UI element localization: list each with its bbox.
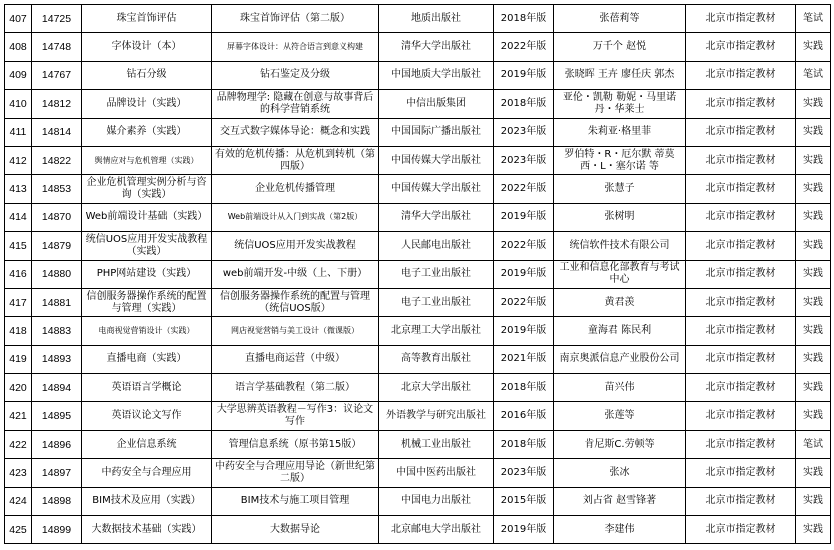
cell-category: 北京市指定教材 <box>686 288 796 316</box>
cell-textbook: Web前端设计从入门到实战（第2版） <box>212 203 379 231</box>
cell-course: 珠宝首饰评估 <box>82 5 212 33</box>
cell-textbook: 管理信息系统（原书第15版） <box>212 430 379 458</box>
textbook-table <box>4 4 831 544</box>
cell-textbook: 交互式数字媒体导论：概念和实践 <box>212 118 379 146</box>
cell-textbook: 屏幕字体设计：从符合语言到意义构建 <box>212 33 379 61</box>
cell-publisher: 外语教学与研究出版社 <box>379 402 494 430</box>
cell-course: 字体设计（本） <box>82 33 212 61</box>
cell-seq: 416 <box>5 260 32 288</box>
table-row <box>5 487 831 515</box>
cell-code: 14870 <box>32 203 82 231</box>
cell-code: 14822 <box>32 146 82 174</box>
cell-category: 北京市指定教材 <box>686 118 796 146</box>
cell-author: 统信软件技术有限公司 <box>554 232 686 260</box>
cell-edition: 2018年版 <box>494 90 554 118</box>
cell-category: 北京市指定教材 <box>686 260 796 288</box>
table-row <box>5 430 831 458</box>
cell-edition: 2016年版 <box>494 402 554 430</box>
cell-author: 张慧子 <box>554 175 686 203</box>
cell-publisher: 机械工业出版社 <box>379 430 494 458</box>
table-row <box>5 33 831 61</box>
cell-exam: 实践 <box>796 146 831 174</box>
table-row <box>5 345 831 373</box>
cell-seq: 409 <box>5 61 32 89</box>
cell-textbook: 钻石鉴定及分级 <box>212 61 379 89</box>
cell-course: 舆情应对与危机管理（实践） <box>82 146 212 174</box>
cell-textbook: 统信UOS应用开发实战教程 <box>212 232 379 260</box>
cell-author: 亚伦・凯勒 勒妮・马里诺丹・华莱士 <box>554 90 686 118</box>
cell-course: 媒介素养（实践） <box>82 118 212 146</box>
cell-textbook: 语言学基础教程（第二版） <box>212 374 379 402</box>
cell-code: 14814 <box>32 118 82 146</box>
table-row <box>5 203 831 231</box>
cell-textbook: 直播电商运营（中级） <box>212 345 379 373</box>
cell-exam: 实践 <box>796 232 831 260</box>
table-row <box>5 232 831 260</box>
cell-textbook: 大数据导论 <box>212 516 379 544</box>
table-body <box>5 5 831 544</box>
table-row <box>5 5 831 33</box>
cell-code: 14880 <box>32 260 82 288</box>
cell-code: 14899 <box>32 516 82 544</box>
cell-textbook: 中药安全与合理应用导论（新世纪第二版） <box>212 459 379 487</box>
cell-exam: 实践 <box>796 487 831 515</box>
cell-author: 李建伟 <box>554 516 686 544</box>
cell-edition: 2018年版 <box>494 430 554 458</box>
cell-course: Web前端设计基础（实践） <box>82 203 212 231</box>
cell-publisher: 中国电力出版社 <box>379 487 494 515</box>
cell-edition: 2019年版 <box>494 260 554 288</box>
cell-publisher: 清华大学出版社 <box>379 33 494 61</box>
cell-exam: 实践 <box>796 516 831 544</box>
cell-code: 14748 <box>32 33 82 61</box>
cell-seq: 420 <box>5 374 32 402</box>
cell-edition: 2023年版 <box>494 459 554 487</box>
cell-publisher: 清华大学出版社 <box>379 203 494 231</box>
cell-code: 14812 <box>32 90 82 118</box>
cell-publisher: 电子工业出版社 <box>379 260 494 288</box>
cell-course: 钻石分级 <box>82 61 212 89</box>
cell-textbook: 企业危机传播管理 <box>212 175 379 203</box>
cell-textbook: 网店视觉营销与美工设计（微课版） <box>212 317 379 345</box>
cell-textbook: 信创服务器操作系统的配置与管理（统信UOS版） <box>212 288 379 316</box>
cell-textbook: 品牌物理学: 隐藏在创意与故事背后的科学营销系统 <box>212 90 379 118</box>
cell-edition: 2022年版 <box>494 175 554 203</box>
cell-author: 工业和信息化部教育与考试中心 <box>554 260 686 288</box>
cell-code: 14897 <box>32 459 82 487</box>
cell-seq: 421 <box>5 402 32 430</box>
cell-author: 南京奥派信息产业股份公司 <box>554 345 686 373</box>
cell-author: 张冰 <box>554 459 686 487</box>
cell-edition: 2023年版 <box>494 146 554 174</box>
cell-seq: 424 <box>5 487 32 515</box>
cell-category: 北京市指定教材 <box>686 516 796 544</box>
cell-seq: 418 <box>5 317 32 345</box>
cell-seq: 417 <box>5 288 32 316</box>
cell-code: 14893 <box>32 345 82 373</box>
cell-edition: 2019年版 <box>494 516 554 544</box>
cell-exam: 实践 <box>796 402 831 430</box>
cell-code: 14896 <box>32 430 82 458</box>
cell-category: 北京市指定教材 <box>686 402 796 430</box>
cell-course: 英语议论文写作 <box>82 402 212 430</box>
cell-author: 肯尼斯C.劳顿等 <box>554 430 686 458</box>
cell-category: 北京市指定教材 <box>686 430 796 458</box>
cell-seq: 407 <box>5 5 32 33</box>
cell-author: 张莲等 <box>554 402 686 430</box>
cell-author: 张蓓莉等 <box>554 5 686 33</box>
table-row <box>5 516 831 544</box>
cell-edition: 2022年版 <box>494 232 554 260</box>
cell-publisher: 中国中医药出版社 <box>379 459 494 487</box>
cell-course: 信创服务器操作系统的配置与管理（实践） <box>82 288 212 316</box>
cell-exam: 实践 <box>796 288 831 316</box>
cell-author: 张树明 <box>554 203 686 231</box>
cell-category: 北京市指定教材 <box>686 487 796 515</box>
cell-publisher: 北京邮电大学出版社 <box>379 516 494 544</box>
cell-author: 张晓晖 王卉 廖任庆 郭杰 <box>554 61 686 89</box>
cell-category: 北京市指定教材 <box>686 459 796 487</box>
cell-category: 北京市指定教材 <box>686 345 796 373</box>
cell-exam: 笔试 <box>796 430 831 458</box>
cell-publisher: 北京理工大学出版社 <box>379 317 494 345</box>
cell-textbook: 有效的危机传播：从危机到转机（第四版） <box>212 146 379 174</box>
cell-course: 中药安全与合理应用 <box>82 459 212 487</box>
cell-seq: 414 <box>5 203 32 231</box>
table-row <box>5 90 831 118</box>
cell-exam: 实践 <box>796 374 831 402</box>
cell-course: 电商视觉营销设计（实践） <box>82 317 212 345</box>
cell-textbook: web前端开发-中级（上、下册） <box>212 260 379 288</box>
cell-course: 英语语言学概论 <box>82 374 212 402</box>
cell-code: 14898 <box>32 487 82 515</box>
cell-code: 14881 <box>32 288 82 316</box>
cell-course: 大数据技术基础（实践） <box>82 516 212 544</box>
cell-author: 苗兴伟 <box>554 374 686 402</box>
table-row <box>5 459 831 487</box>
cell-edition: 2023年版 <box>494 118 554 146</box>
cell-edition: 2022年版 <box>494 33 554 61</box>
cell-code: 14879 <box>32 232 82 260</box>
table-row <box>5 402 831 430</box>
cell-category: 北京市指定教材 <box>686 203 796 231</box>
cell-seq: 415 <box>5 232 32 260</box>
cell-category: 北京市指定教材 <box>686 90 796 118</box>
cell-exam: 实践 <box>796 345 831 373</box>
cell-course: 企业信息系统 <box>82 430 212 458</box>
table-row <box>5 61 831 89</box>
cell-publisher: 中国传媒大学出版社 <box>379 175 494 203</box>
cell-author: 童海君 陈民利 <box>554 317 686 345</box>
cell-seq: 425 <box>5 516 32 544</box>
table-row <box>5 374 831 402</box>
cell-category: 北京市指定教材 <box>686 61 796 89</box>
cell-publisher: 地质出版社 <box>379 5 494 33</box>
cell-exam: 实践 <box>796 203 831 231</box>
cell-publisher: 中国国际广播出版社 <box>379 118 494 146</box>
cell-edition: 2015年版 <box>494 487 554 515</box>
cell-exam: 实践 <box>796 175 831 203</box>
cell-edition: 2019年版 <box>494 61 554 89</box>
cell-exam: 实践 <box>796 260 831 288</box>
table-row <box>5 146 831 174</box>
cell-category: 北京市指定教材 <box>686 5 796 33</box>
cell-author: 黄君羡 <box>554 288 686 316</box>
cell-course: 统信UOS应用开发实战教程（实践） <box>82 232 212 260</box>
table-row <box>5 288 831 316</box>
table-row <box>5 317 831 345</box>
cell-edition: 2022年版 <box>494 288 554 316</box>
cell-category: 北京市指定教材 <box>686 232 796 260</box>
cell-textbook: 大学思辨英语教程－写作3：议论文写作 <box>212 402 379 430</box>
cell-publisher: 中国地质大学出版社 <box>379 61 494 89</box>
cell-edition: 2019年版 <box>494 317 554 345</box>
cell-code: 14853 <box>32 175 82 203</box>
cell-seq: 422 <box>5 430 32 458</box>
cell-publisher: 高等教育出版社 <box>379 345 494 373</box>
cell-course: BIM技术及应用（实践） <box>82 487 212 515</box>
cell-category: 北京市指定教材 <box>686 146 796 174</box>
cell-author: 朱莉亚·格里菲 <box>554 118 686 146</box>
cell-exam: 实践 <box>796 90 831 118</box>
cell-code: 14895 <box>32 402 82 430</box>
cell-category: 北京市指定教材 <box>686 317 796 345</box>
cell-category: 北京市指定教材 <box>686 175 796 203</box>
cell-seq: 411 <box>5 118 32 146</box>
cell-category: 北京市指定教材 <box>686 374 796 402</box>
cell-author: 罗伯特・R・厄尔默 蒂莫西・L・塞尔诺 等 <box>554 146 686 174</box>
cell-seq: 412 <box>5 146 32 174</box>
cell-code: 14883 <box>32 317 82 345</box>
table-row <box>5 260 831 288</box>
cell-exam: 笔试 <box>796 61 831 89</box>
cell-course: PHP网站建设（实践） <box>82 260 212 288</box>
cell-publisher: 中国传媒大学出版社 <box>379 146 494 174</box>
cell-publisher: 人民邮电出版社 <box>379 232 494 260</box>
cell-publisher: 电子工业出版社 <box>379 288 494 316</box>
cell-exam: 实践 <box>796 459 831 487</box>
cell-code: 14894 <box>32 374 82 402</box>
cell-publisher: 北京大学出版社 <box>379 374 494 402</box>
cell-edition: 2018年版 <box>494 5 554 33</box>
cell-textbook: BIM技术与施工项目管理 <box>212 487 379 515</box>
cell-course: 企业危机管理实例分析与咨询（实践） <box>82 175 212 203</box>
cell-seq: 423 <box>5 459 32 487</box>
cell-category: 北京市指定教材 <box>686 33 796 61</box>
cell-textbook: 珠宝首饰评估（第二版） <box>212 5 379 33</box>
cell-course: 品牌设计（实践） <box>82 90 212 118</box>
cell-edition: 2019年版 <box>494 203 554 231</box>
cell-code: 14767 <box>32 61 82 89</box>
cell-course: 直播电商（实践） <box>82 345 212 373</box>
textbook-table-sheet <box>4 4 831 544</box>
cell-seq: 410 <box>5 90 32 118</box>
cell-seq: 419 <box>5 345 32 373</box>
cell-exam: 实践 <box>796 33 831 61</box>
cell-seq: 408 <box>5 33 32 61</box>
cell-author: 刘占省 赵雪锋著 <box>554 487 686 515</box>
cell-code: 14725 <box>32 5 82 33</box>
cell-edition: 2021年版 <box>494 345 554 373</box>
cell-edition: 2018年版 <box>494 374 554 402</box>
table-row <box>5 175 831 203</box>
cell-publisher: 中信出版集团 <box>379 90 494 118</box>
cell-author: 万千个 赵悦 <box>554 33 686 61</box>
cell-exam: 笔试 <box>796 5 831 33</box>
table-row <box>5 118 831 146</box>
cell-exam: 实践 <box>796 118 831 146</box>
cell-exam: 实践 <box>796 317 831 345</box>
cell-seq: 413 <box>5 175 32 203</box>
